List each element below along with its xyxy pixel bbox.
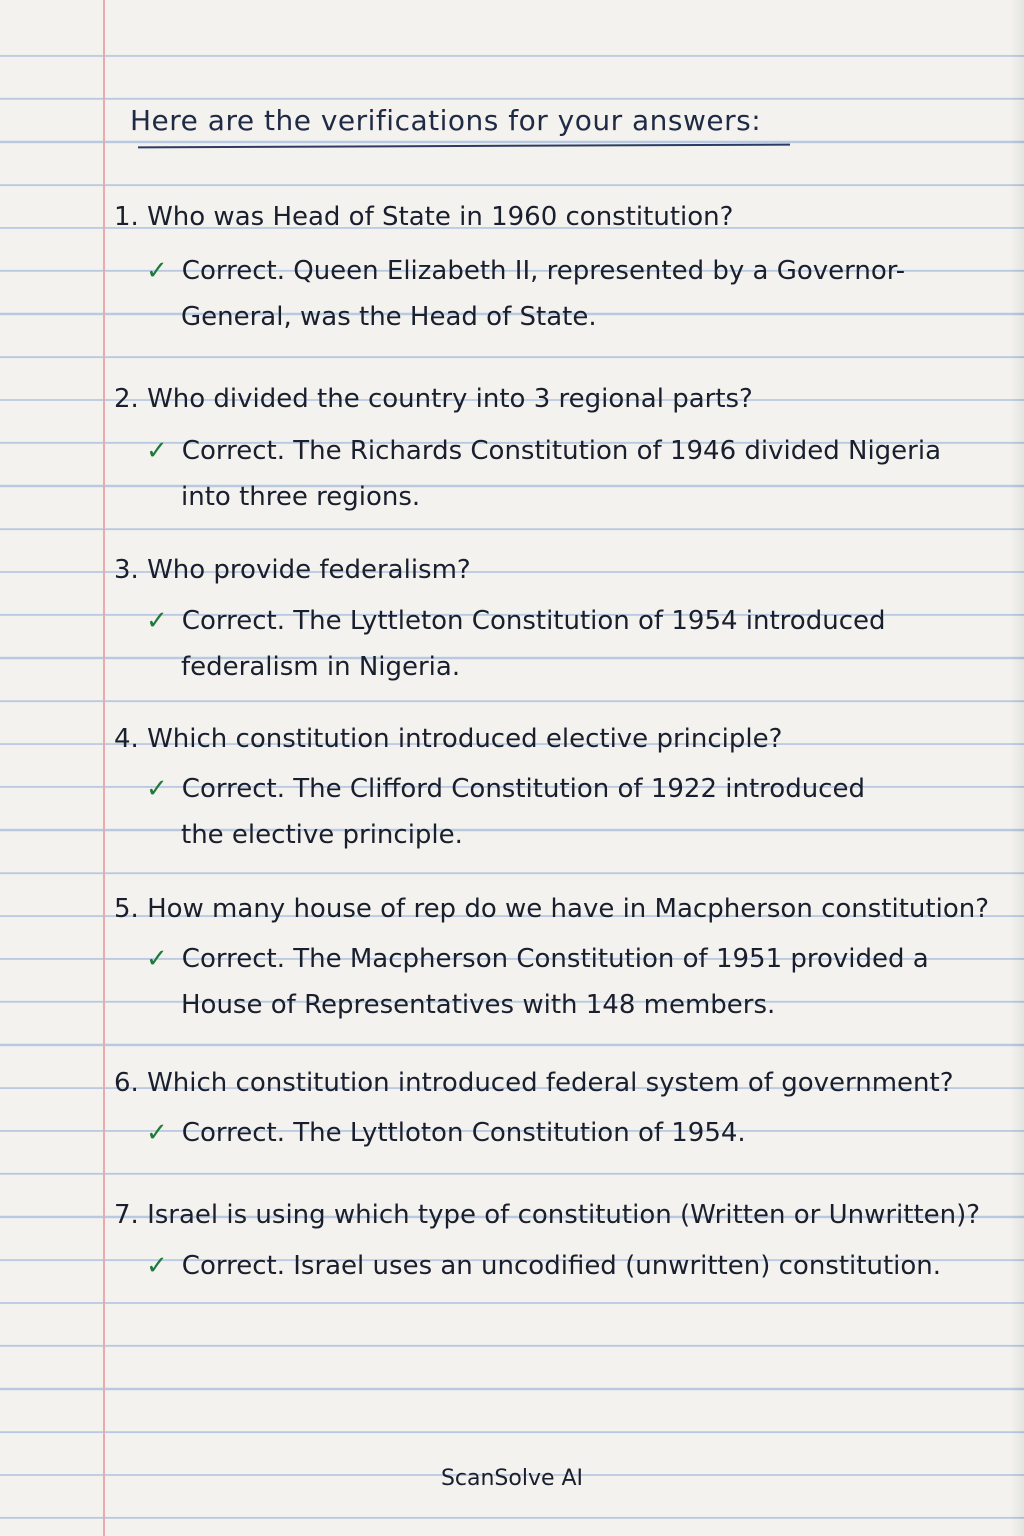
answer-6-line-1: Correct. The Lyttloton Constitution of 1954.: [181, 1118, 746, 1148]
answer-5-line-1: Correct. The Macpherson Constitution of 1951 provided a: [181, 944, 929, 974]
answer-4: [146, 766, 865, 858]
answer-1: [146, 248, 905, 340]
checkmark-icon: ✓: [146, 1251, 168, 1281]
answer-3-line-2: federalism in Nigeria.: [181, 652, 461, 682]
question-3: 3. Who provide federalism?: [114, 555, 471, 585]
answer-2: [146, 428, 941, 520]
answer-6: [146, 1110, 746, 1156]
checkmark-icon: ✓: [146, 606, 168, 636]
checkmark-icon: ✓: [146, 256, 168, 286]
question-4: 4. Which constitution introduced elective principle?: [114, 724, 783, 754]
margin-line: [103, 0, 105, 1536]
question-1: 1. Who was Head of State in 1960 constitution?: [114, 202, 734, 232]
answer-4-line-1: Correct. The Clifford Constitution of 1922 introduced: [181, 774, 865, 804]
question-2: 2. Who divided the country into 3 regional parts?: [114, 384, 753, 414]
checkmark-icon: ✓: [146, 436, 168, 466]
checkmark-icon: ✓: [146, 1118, 168, 1148]
page-heading: Here are the verifications for your answers:: [130, 104, 762, 137]
answer-3-line-1: Correct. The Lyttleton Constitution of 1954 introduced: [181, 606, 886, 636]
heading-underline: [138, 144, 790, 149]
answer-1-line-1: Correct. Queen Elizabeth II, represented by a Governor-: [181, 256, 906, 286]
answer-4-line-2: the elective principle.: [181, 820, 463, 850]
answer-2-line-2: into three regions.: [181, 482, 421, 512]
checkmark-icon: ✓: [146, 944, 168, 974]
answer-1-line-2: General, was the Head of State.: [181, 302, 597, 332]
answer-7: [146, 1243, 941, 1289]
answer-7-line-1: Correct. Israel uses an uncodified (unwritten) constitution.: [181, 1251, 942, 1281]
checkmark-icon: ✓: [146, 774, 168, 804]
answer-5-line-2: House of Representatives with 148 members.: [181, 990, 776, 1020]
answer-2-line-1: Correct. The Richards Constitution of 1946 divided Nigeria: [181, 436, 942, 466]
answer-3: [146, 598, 886, 690]
footer-brand: ScanSolve AI: [440, 1466, 584, 1491]
question-5: 5. How many house of rep do we have in Macpherson constitution?: [114, 894, 989, 924]
answer-5: [146, 936, 929, 1028]
question-6: 6. Which constitution introduced federal system of government?: [114, 1068, 954, 1098]
question-7: 7. Israel is using which type of constitution (Written or Unwritten)?: [114, 1200, 981, 1230]
